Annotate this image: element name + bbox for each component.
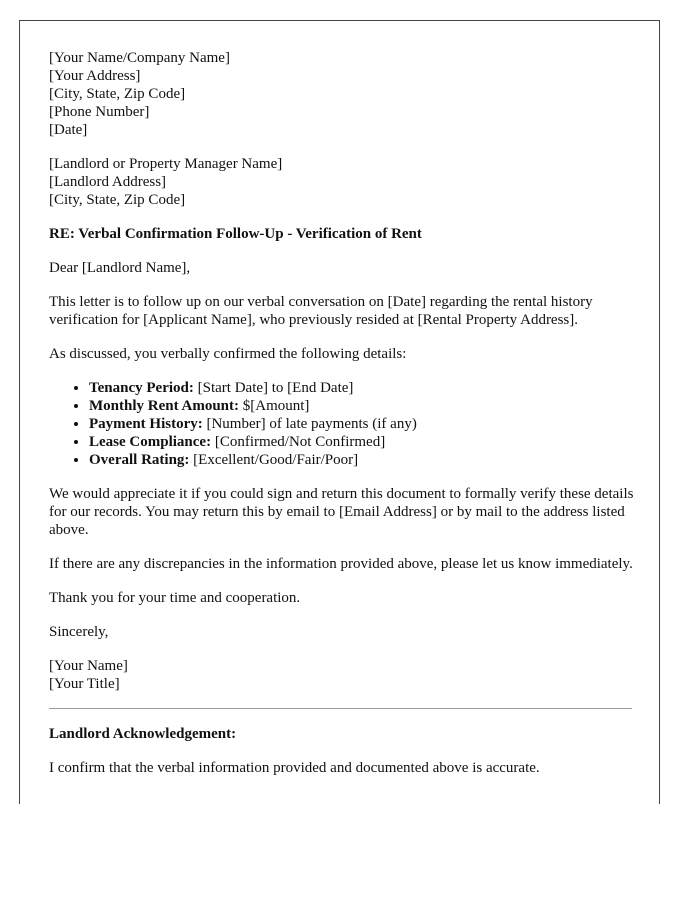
acknowledgement-heading-text: Landlord Acknowledgement:: [49, 726, 237, 742]
sender-name: [Your Name/Company Name]: [49, 50, 230, 66]
signature-name: [Your Name]: [49, 658, 128, 674]
sender-city: [City, State, Zip Code]: [49, 86, 186, 102]
detail-value: [Start Date] to [End Date]: [193, 380, 354, 396]
detail-value: $[Amount]: [239, 398, 310, 414]
detail-label: Payment History:: [89, 416, 203, 432]
acknowledgement-statement: I confirm that the verbal information provided and documented above is accurate.: [49, 760, 540, 776]
salutation: Dear [Landlord Name],: [49, 260, 191, 276]
intro-paragraph: This letter is to follow up on our verbal conversation on [Date] regarding the rental history verification for [Applicant Name], who previously resided at [Rental Property Address].: [49, 294, 593, 328]
acknowledgement-heading: [49, 725, 639, 743]
recipient-block: [49, 155, 639, 209]
signature-title: [Your Title]: [49, 676, 120, 692]
list-item: [89, 451, 639, 469]
request-paragraph: We would appreciate it if you could sign and return this document to formally verify these details for our records. You may return this by email to [Email Address] or by mail to the address listed above.: [49, 486, 634, 538]
recipient-address: [Landlord Address]: [49, 174, 167, 190]
thanks-paragraph: Thank you for your time and cooperation.: [49, 590, 301, 606]
list-item: [89, 433, 639, 451]
detail-label: Monthly Rent Amount:: [89, 398, 240, 414]
list-item: [89, 415, 639, 433]
subject-line: [49, 225, 639, 243]
detail-value: [Excellent/Good/Fair/Poor]: [189, 452, 359, 468]
detail-label: Overall Rating:: [89, 452, 190, 468]
discussed-paragraph: As discussed, you verbally confirmed the following details:: [49, 346, 407, 362]
signature-block: [49, 657, 639, 693]
sender-block: [49, 49, 639, 139]
detail-value: [Number] of late payments (if any): [202, 416, 417, 432]
list-item: [89, 379, 639, 397]
list-item: [89, 397, 639, 415]
sender-address: [Your Address]: [49, 68, 141, 84]
recipient-city: [City, State, Zip Code]: [49, 192, 186, 208]
detail-label: Tenancy Period:: [89, 380, 194, 396]
discrepancies-paragraph: If there are any discrepancies in the information provided above, please let us know immediately.: [49, 556, 633, 572]
closing: Sincerely,: [49, 624, 109, 640]
letter-content: [49, 49, 639, 793]
sender-date: [Date]: [49, 122, 88, 138]
subject-text: RE: Verbal Confirmation Follow-Up - Verification of Rent: [49, 226, 422, 242]
detail-label: Lease Compliance:: [89, 434, 212, 450]
sender-phone: [Phone Number]: [49, 104, 150, 120]
recipient-name: [Landlord or Property Manager Name]: [49, 156, 283, 172]
section-divider: [49, 708, 632, 709]
details-list: [49, 379, 639, 469]
letter-page: [19, 20, 660, 804]
detail-value: [Confirmed/Not Confirmed]: [211, 434, 386, 450]
